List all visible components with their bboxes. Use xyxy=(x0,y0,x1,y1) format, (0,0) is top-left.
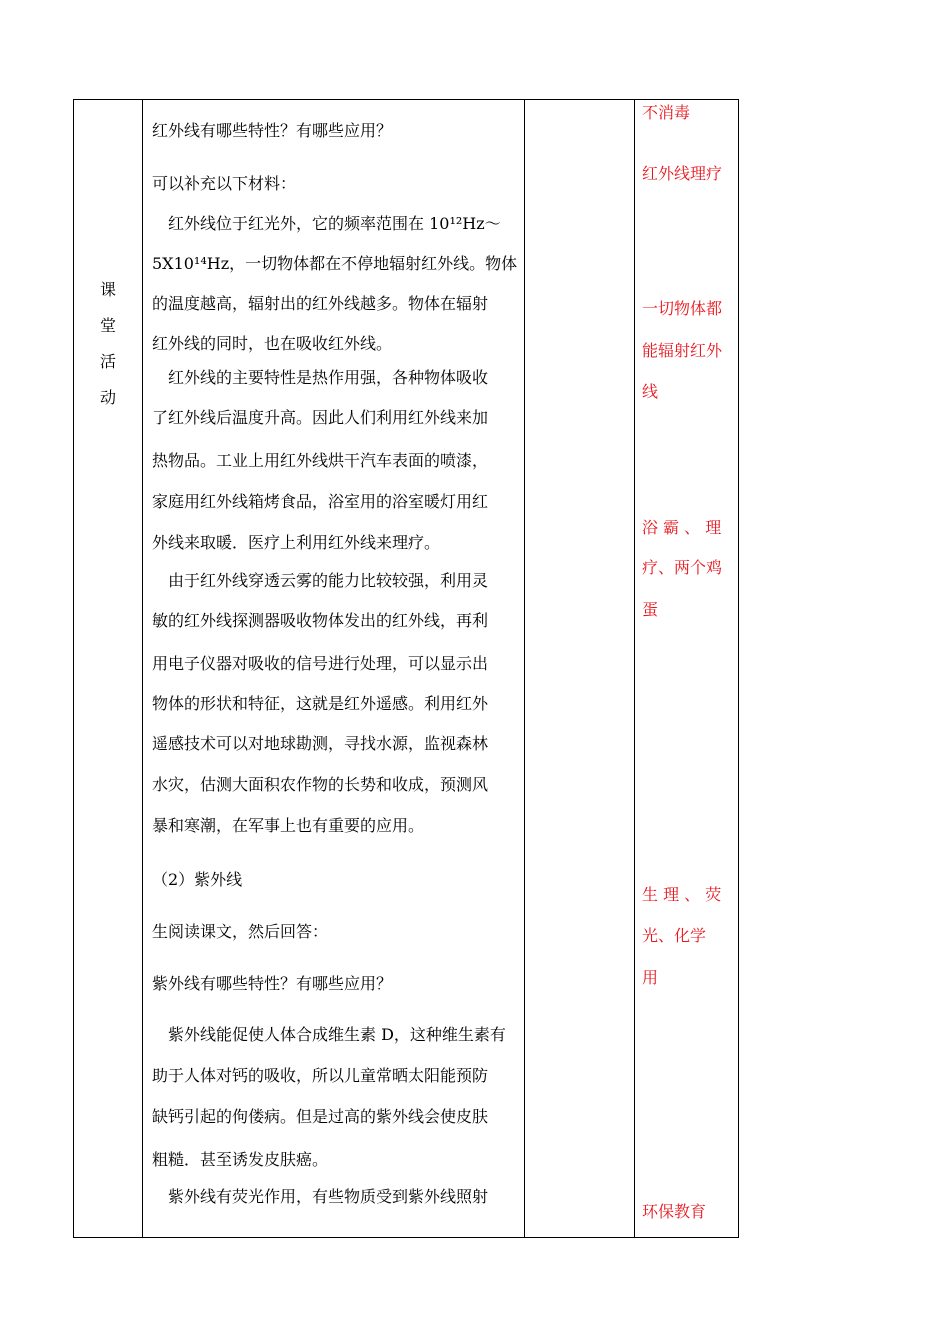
note-line: 红外线理疗 xyxy=(642,164,723,183)
note-line: 浴 霸 、 理 xyxy=(642,518,722,537)
content-line: 可以补充以下材料： xyxy=(152,174,297,193)
content-line: 遥感技术可以对地球勘测，寻找水源，监视森林 xyxy=(152,734,489,753)
content-line: 缺钙引起的佝偻病。但是过高的紫外线会使皮肤 xyxy=(152,1107,489,1126)
note-line: 光、化学 xyxy=(642,926,707,945)
content-line: 的温度越高，辐射出的红外线越多。物体在辐射 xyxy=(152,294,489,313)
content-line: 红外线的同时，也在吸收红外线。 xyxy=(152,334,393,353)
content-line: 粗糙．甚至诱发皮肤癌。 xyxy=(152,1150,329,1169)
section-label-char: 活 xyxy=(99,352,116,371)
content-line: 用电子仪器对吸收的信号进行处理，可以显示出 xyxy=(152,654,489,673)
note-line: 用 xyxy=(642,968,659,987)
content-line: 由于红外线穿透云雾的能力比较较强，利用灵 xyxy=(168,571,489,590)
content-line: 暴和寒潮，在军事上也有重要的应用。 xyxy=(152,816,425,835)
content-line: （2）紫外线 xyxy=(152,870,243,889)
content-line: 5X10¹⁴Hz，一切物体都在不停地辐射红外线。物体 xyxy=(152,254,518,273)
content-line: 敏的红外线探测器吸收物体发出的红外线，再利 xyxy=(152,611,489,630)
column-divider xyxy=(524,100,525,1237)
content-line: 紫外线有荧光作用，有些物质受到紫外线照射 xyxy=(168,1187,489,1206)
content-line: 红外线位于红光外，它的频率范围在 10¹²Hz～ xyxy=(168,214,501,233)
note-line: 能辐射红外 xyxy=(642,341,723,360)
note-line: 环保教育 xyxy=(642,1202,707,1221)
note-line: 疗、两个鸡 xyxy=(642,558,723,577)
column-divider xyxy=(634,100,635,1237)
content-line: 了红外线后温度升高。因此人们利用红外线来加 xyxy=(152,408,489,427)
section-label-char: 动 xyxy=(99,388,116,407)
content-line: 红外线的主要特性是热作用强，各种物体吸收 xyxy=(168,368,489,387)
note-line: 生 理 、 荧 xyxy=(642,885,722,904)
note-line: 不消毒 xyxy=(642,103,691,122)
content-line: 家庭用红外线箱烤食品，浴室用的浴室暖灯用红 xyxy=(152,492,489,511)
content-line: 紫外线有哪些特性？有哪些应用？ xyxy=(152,974,393,993)
content-line: 外线来取暖．医疗上利用红外线来理疗。 xyxy=(152,533,441,552)
lesson-table xyxy=(73,99,739,1238)
content-line: 热物品。工业上用红外线烘干汽车表面的喷漆， xyxy=(152,451,489,470)
content-line: 助于人体对钙的吸收，所以儿童常晒太阳能预防 xyxy=(152,1066,489,1085)
column-divider xyxy=(142,100,143,1237)
section-label-char: 课 xyxy=(99,280,116,299)
note-line: 线 xyxy=(642,382,659,401)
content-line: 生阅读课文，然后回答： xyxy=(152,922,329,941)
note-line: 蛋 xyxy=(642,600,659,619)
note-line: 一切物体都 xyxy=(642,299,723,318)
section-label-char: 堂 xyxy=(99,316,116,335)
content-line: 紫外线能促使人体合成维生素 D，这种维生素有 xyxy=(168,1025,506,1044)
content-line: 水灾，估测大面积农作物的长势和收成，预测风 xyxy=(152,775,489,794)
content-line: 红外线有哪些特性？有哪些应用？ xyxy=(152,121,393,140)
content-line: 物体的形状和特征，这就是红外遥感。利用红外 xyxy=(152,694,489,713)
section-label xyxy=(74,272,142,416)
